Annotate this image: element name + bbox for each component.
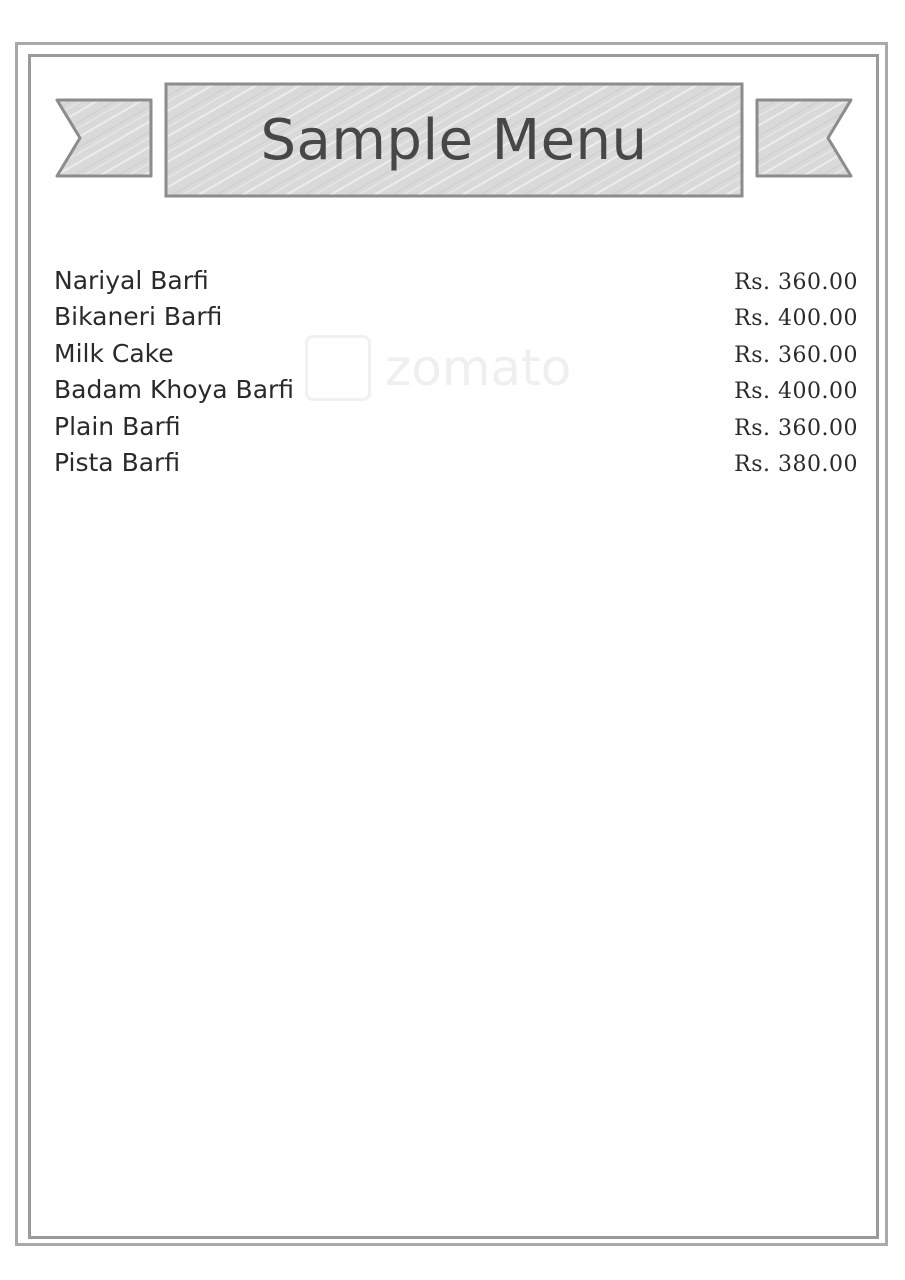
menu-item-price: Rs. 360.00 (734, 342, 858, 368)
menu-item-name: Badam Khoya Barfi (54, 375, 295, 405)
menu-item-name: Pista Barfi (54, 447, 181, 477)
menu-item-name: Nariyal Barfi (54, 266, 209, 295)
ribbon-left-tail (57, 100, 151, 176)
menu-item-name: Bikaneri Barfi (54, 302, 223, 332)
menu-item-price: Rs. 400.00 (734, 379, 858, 405)
menu-item-price: Rs. 360.00 (734, 415, 858, 441)
menu-item (54, 448, 858, 484)
watermark-text: zomato (385, 339, 572, 397)
menu-list (54, 266, 858, 484)
menu-item (54, 266, 858, 302)
menu-item-price: Rs. 380.00 (734, 451, 858, 477)
menu-item-price: Rs. 360.00 (734, 270, 858, 295)
menu-item (54, 339, 858, 375)
menu-item (54, 375, 858, 411)
menu-item-name: Plain Barfi (54, 411, 181, 441)
ribbon-right-tail (757, 100, 851, 176)
menu-item-name: Milk Cake (54, 338, 174, 368)
inner-frame (28, 54, 879, 1239)
menu-item-price: Rs. 400.00 (734, 306, 858, 332)
menu-item (54, 302, 858, 338)
menu-title: Sample Menu (260, 107, 648, 173)
menu-item (54, 412, 858, 448)
